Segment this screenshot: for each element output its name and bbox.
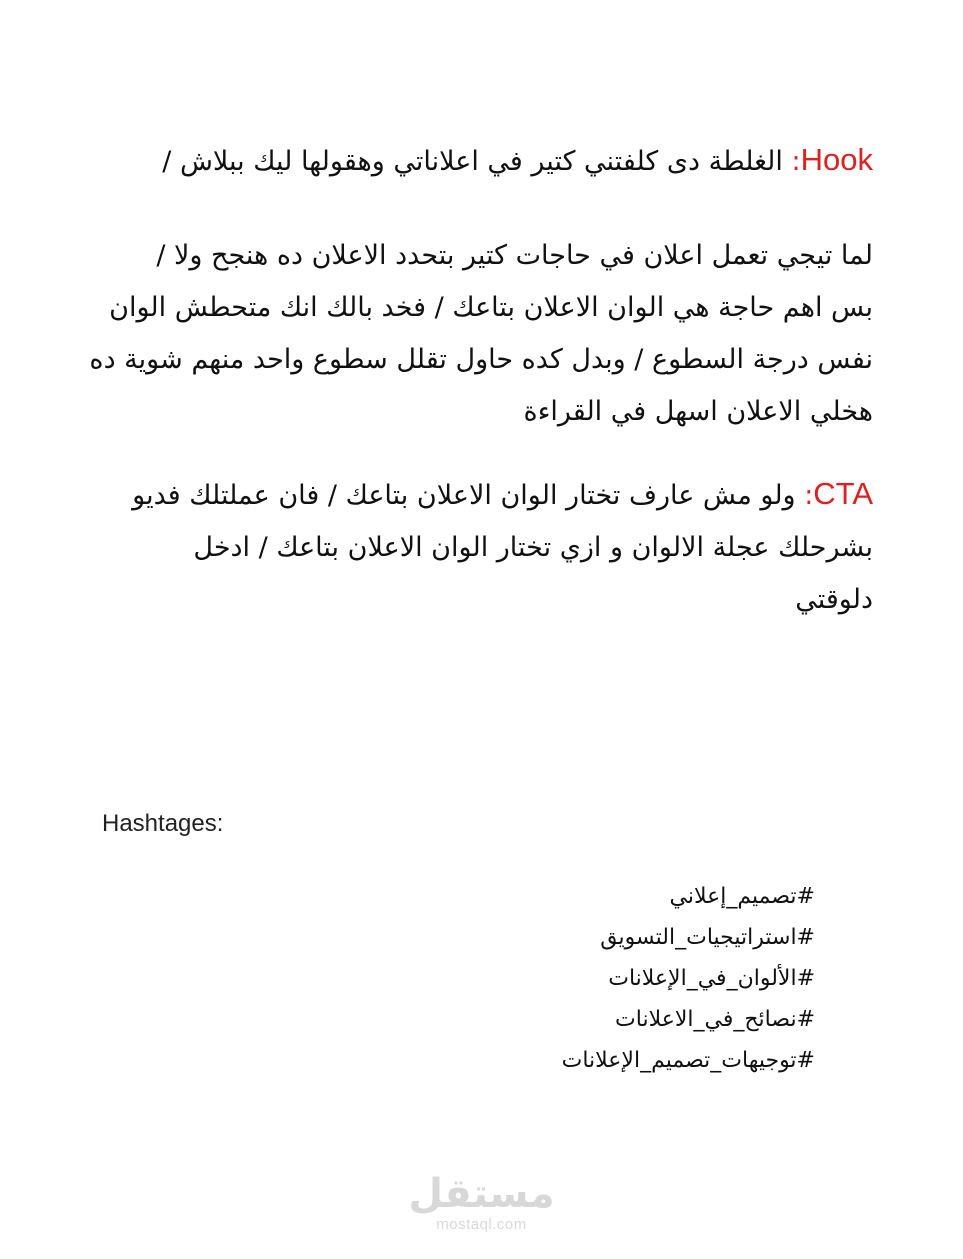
cta-label: CTA	[813, 476, 873, 511]
hashtag-item: #تصميم_إعلاني	[669, 884, 815, 909]
watermark-logo: مستقل	[408, 1171, 555, 1217]
cta-paragraph	[113, 468, 873, 626]
hashtag-item: #نصائح_في_الاعلانات	[615, 1007, 815, 1032]
body-line: نفس درجة السطوع / وبدل كده حاول تقلل سطوع واحد منهم شوية ده	[89, 344, 873, 375]
hashtag-item: #الألوان_في_الإعلانات	[608, 966, 815, 991]
mostaql-watermark	[0, 1172, 963, 1234]
cta-line: دلوقتي	[795, 584, 873, 615]
cta-line: CTA: ولو مش عارف تختار الوان الاعلان بتاعك / فان عملتلك فديو	[132, 476, 873, 511]
body-line: هخلي الاعلان اسهل في القراءة	[523, 396, 873, 427]
hashtag-item: #توجيهات_تصميم_الإعلانات	[561, 1048, 815, 1073]
cta-line: بشرحلك عجلة الالوان و ازي تختار الوان الاعلان بتاعك / ادخل	[193, 532, 873, 563]
body-paragraph	[89, 230, 873, 438]
body-line: بس اهم حاجة هي الوان الاعلان بتاعك / فخد بالك انك متحطش الوان	[109, 292, 873, 323]
hook-line: Hook: الغلطة دى كلفتني كتير في اعلاناتي وهقولها ليك ببلاش /	[162, 142, 873, 177]
hook-text: الغلطة دى كلفتني كتير في اعلاناتي وهقولها ليك ببلاش /	[162, 146, 783, 177]
hook-paragraph	[113, 134, 873, 188]
body-line: لما تيجي تعمل اعلان في حاجات كتير بتحدد الاعلان ده هنجح ولا /	[156, 240, 873, 271]
hashtag-list	[562, 876, 815, 1081]
hashtag-item: #استراتيجيات_التسويق	[600, 925, 815, 950]
watermark-domain: mostaql.com	[436, 1216, 527, 1233]
hook-label: Hook	[800, 142, 873, 177]
hashtags-title: Hashtages:	[102, 810, 224, 837]
cta-text: ولو مش عارف تختار الوان الاعلان بتاعك / فان عملتلك فديو	[132, 480, 796, 511]
